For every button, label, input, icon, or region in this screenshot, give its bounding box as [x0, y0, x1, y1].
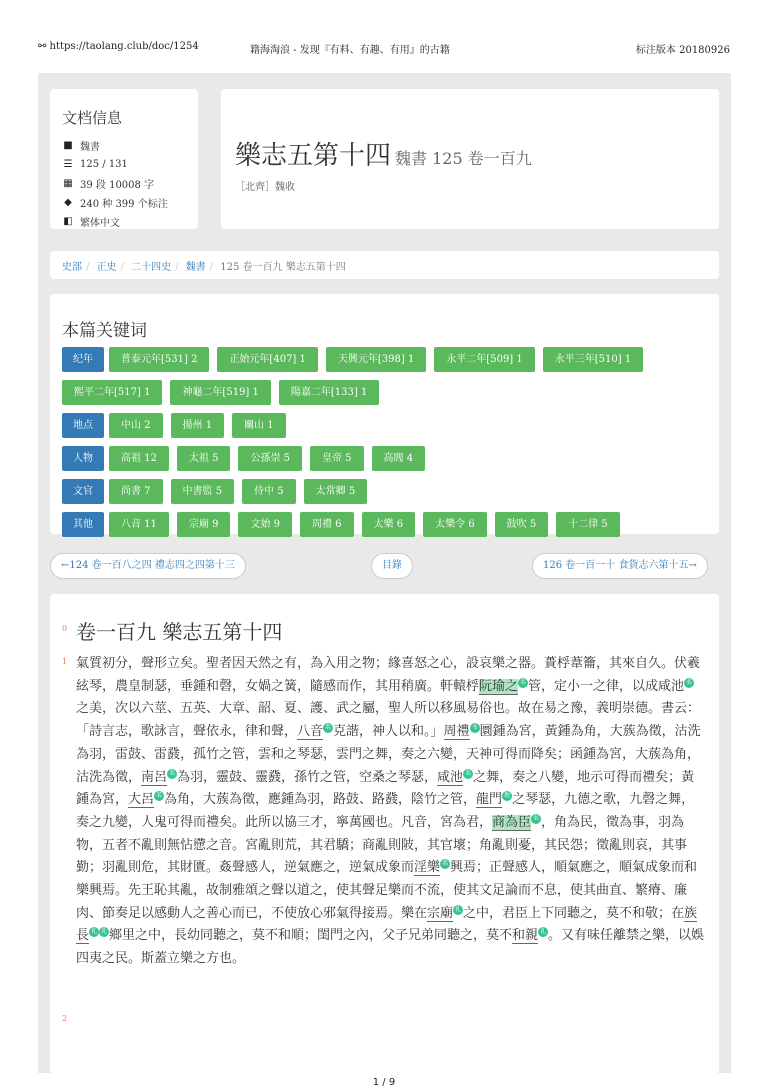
annotated-term[interactable]: 商為臣 [492, 814, 532, 830]
keyword-button[interactable]: 高閭 4 [372, 446, 426, 471]
keyword-button[interactable]: 尚書 7 [109, 479, 163, 504]
list-icon: ☰ [63, 159, 73, 170]
page-number: 1 / 9 [372, 1077, 396, 1087]
keyword-row [62, 446, 719, 471]
keyword-button[interactable]: 八音 11 [109, 512, 169, 537]
annotation-badge[interactable]: 礼 [540, 928, 547, 936]
next-chapter-button[interactable]: 126 卷一百一十 食貨志六第十五→ [532, 553, 708, 579]
keyword-category[interactable]: 人物 [62, 446, 104, 471]
annotation-badge[interactable]: 书 [471, 724, 478, 732]
annotated-term[interactable]: 和親 [512, 928, 539, 944]
text-content [50, 594, 719, 1073]
line-number: 2 [62, 1014, 68, 1023]
keyword-button[interactable]: 中山 2 [109, 413, 163, 438]
keyword-button[interactable]: 正始元年[407] 1 [217, 347, 317, 372]
doc-info-book: ■ 魏書 [63, 140, 100, 153]
annotation-badge[interactable]: 名 [325, 724, 332, 732]
doc-info-annotations: ◆ 240 种 399 个标注 [62, 193, 198, 212]
annotation-badge[interactable]: 名 [533, 814, 540, 822]
annotation-badge[interactable]: 名 [442, 860, 449, 868]
breadcrumb-item[interactable]: 正史 [96, 262, 117, 273]
breadcrumb-item[interactable]: 二十四史 [131, 262, 172, 273]
keyword-category[interactable]: 纪年 [62, 347, 104, 372]
keywords-heading: 本篇关键词 [62, 321, 147, 341]
annotation-badge[interactable]: 礼 [455, 905, 462, 913]
doc-info-panel [50, 89, 198, 229]
annotation-badge[interactable]: 名 [169, 769, 176, 777]
keyword-button[interactable]: 揚州 1 [171, 413, 225, 438]
keyword-row [62, 512, 719, 537]
annotation-badge[interactable]: 地 [504, 792, 511, 800]
annotated-term[interactable]: 八音 [297, 724, 324, 740]
keyword-button[interactable]: 天興元年[398] 1 [326, 347, 426, 372]
annotation-badge[interactable]: 名 [520, 678, 527, 686]
annotated-term[interactable]: 南呂 [141, 769, 168, 785]
keyword-button[interactable]: 宗廟 9 [177, 512, 231, 537]
line-number: 1 [62, 657, 68, 666]
breadcrumb-current: 125 卷一百九 樂志五第十四 [220, 262, 346, 273]
annotated-term[interactable]: 宗廟 [427, 905, 454, 921]
breadcrumb-item[interactable]: 魏書 [185, 262, 206, 273]
keyword-button[interactable]: 太祖 5 [177, 446, 231, 471]
keyword-button[interactable]: 周禮 6 [300, 512, 354, 537]
version-label: 标注版本 20180926 [635, 45, 730, 56]
keyword-button[interactable]: 十二律 5 [556, 512, 620, 537]
annotation-badge[interactable]: 名 [465, 769, 472, 777]
author: ［北齊］魏收 [235, 182, 295, 193]
keyword-button[interactable]: 侍中 5 [242, 479, 296, 504]
site-title: 籍海淘浪 - 发现『有料、有趣、有用』的古籍 [250, 45, 450, 56]
keyword-button[interactable]: 陽嘉二年[133] 1 [279, 380, 379, 405]
keyword-button[interactable]: 普泰元年[531] 2 [109, 347, 209, 372]
annotation-badge[interactable]: 礼 [91, 928, 98, 936]
keyword-button[interactable]: 皇帝 5 [310, 446, 364, 471]
keyword-row [62, 380, 719, 405]
annotated-term[interactable]: 淫樂 [414, 860, 441, 876]
document-canvas [38, 73, 731, 1073]
keyword-category[interactable]: 其他 [62, 512, 104, 537]
keyword-button[interactable]: 太樂 6 [362, 512, 416, 537]
keyword-button[interactable]: 太樂令 6 [423, 512, 487, 537]
keyword-button[interactable]: 鼓吹 5 [495, 512, 549, 537]
page-url[interactable]: ⚯ https://taolang.club/doc/1254 [38, 41, 199, 52]
annotated-term[interactable]: 龍門 [476, 792, 503, 808]
language-icon: ◧ [63, 216, 73, 227]
line-number: 0 [62, 624, 68, 633]
page-subtitle: 魏書 125 卷一百九 [395, 149, 532, 168]
doc-info-stats: ▦ 39 段 10008 字 [63, 178, 155, 191]
keywords-panel [50, 294, 719, 534]
breadcrumb-item[interactable]: 史部 [62, 262, 82, 273]
keyword-button[interactable]: 文始 9 [238, 512, 292, 537]
paragraph: 氣質初分，聲形立矣。聖者因天然之有，為入用之物；緣喜怒之心，設哀樂之器。蕢桴葦籥，其來自久。伏羲絃琴，農皇制瑟，垂鍾和磬，女媧之簧，隨感而作，其用稍廣。軒轅桴阮瑜之 名 管，定小一之律，以成咸池 名之美，次以六莖、五英、大章、韶、夏、護、武之屬，聖人所以移風易俗也。故在易之豫，義明崇德。書云：「詩言志，歌詠言，聲依永，律和聲，八音 名 克諧，神人以和。」周禮 书 圜鍾為宮，黃鍾為角，大蔟為徵，沽洗為羽，雷鼓、雷鼗，孤竹之管，雲和之琴瑟，雲門之舞，奏之六變，天神可得而降矣；函鍾為宮，大蔟為角，沽洗為徵，南呂 名 為羽，靈鼓、靈鼗，孫竹之管，空桑之琴瑟，咸池 名 之舞，奏之八變，地示可得而禮矣；黃鍾為宮，大呂 名 為角，大蔟為徵，應鍾為羽，路鼓、路鼗，陰竹之管，龍門 地 之琴瑟，九德之歌，九磬之舞，奏之九變，人鬼可得而禮矣。此所以協三才，寧萬國也。凡音，宮為君，商為臣 名 ，角為民，徵為事，羽為物，五者不亂則無怗懘之音。宮亂則荒，其君驕；商亂則陂，其官壞；角亂則憂，其民怨；徵亂則哀，其事勤；羽亂則危，其財匱。姦聲感人，逆氣應之，逆氣成象而淫樂 名 興焉；正聲感人，順氣應之，順氣成象而和樂興焉。先王恥其亂，故制雅頌之聲以道之，使其聲足樂而不流，使其文足論而不息，使其曲直、繁瘠、廉肉、節奏足以感動人之善心而已，不使放心邪氣得接焉。樂在宗廟 礼 之中，君臣上下同聽之，莫不和敬；在族長 礼 礼 鄉里之中，長幼同聽之，莫不和順；閨門之內，父子兄弟同聽之，莫不和親 礼 。又有味任離禁之樂，以娛四夷之民。斯蓋立樂之方也。 [76, 656, 705, 967]
keyword-button[interactable]: 神龜二年[519] 1 [170, 380, 270, 405]
keyword-button[interactable]: 太常卿 5 [304, 479, 368, 504]
annotated-term[interactable]: 族長 [76, 905, 698, 944]
keyword-button[interactable]: 永平二年[509] 1 [434, 347, 534, 372]
keyword-row [62, 413, 719, 438]
tags-icon: ◆ [64, 197, 72, 208]
keyword-row [62, 347, 719, 372]
prev-chapter-button[interactable]: ←124 卷一百八之四 禮志四之四第十三 [50, 553, 246, 579]
doc-info-script: ◧ 繁体中文 [63, 216, 120, 229]
chapter-title: 卷一百九 樂志五第十四 [76, 620, 283, 644]
annotation-badge[interactable]: 名 [156, 792, 163, 800]
book-icon: ■ [63, 140, 73, 151]
annotated-term[interactable]: 大呂 [128, 792, 155, 808]
keyword-category[interactable]: 地点 [62, 413, 104, 438]
keyword-row [62, 479, 719, 504]
keyword-category[interactable]: 文官 [62, 479, 104, 504]
annotated-term[interactable]: 周禮 [443, 724, 470, 740]
keyword-button[interactable]: 關山 1 [232, 413, 286, 438]
doc-info-pages: ☰ 125 / 131 [63, 159, 128, 170]
annotated-term[interactable]: 阮瑜之 [479, 678, 519, 694]
grid-icon: ▦ [63, 178, 73, 189]
annotated-term[interactable]: 咸池 [437, 769, 464, 785]
toc-button[interactable]: 目錄 [371, 553, 413, 579]
page-title: 樂志五第十四 魏書 125 卷一百九 [235, 141, 532, 171]
annotation-badge[interactable]: 名 [686, 678, 693, 686]
keyword-button[interactable]: 高祖 12 [109, 446, 169, 471]
title-panel [221, 89, 719, 229]
keyword-button[interactable]: 公孫崇 5 [238, 446, 302, 471]
print-header [0, 0, 768, 58]
keyword-button[interactable]: 永平三年[510] 1 [543, 347, 643, 372]
annotation-badge[interactable]: 礼 [101, 928, 108, 936]
keyword-button[interactable]: 熙平二年[517] 1 [62, 380, 162, 405]
doc-info-heading: 文档信息 [62, 109, 123, 127]
breadcrumb: 史部 / 正史 / 二十四史 / 魏書 / 125 卷一百九 樂志五第十四 [50, 251, 719, 279]
keyword-button[interactable]: 中書監 5 [171, 479, 235, 504]
